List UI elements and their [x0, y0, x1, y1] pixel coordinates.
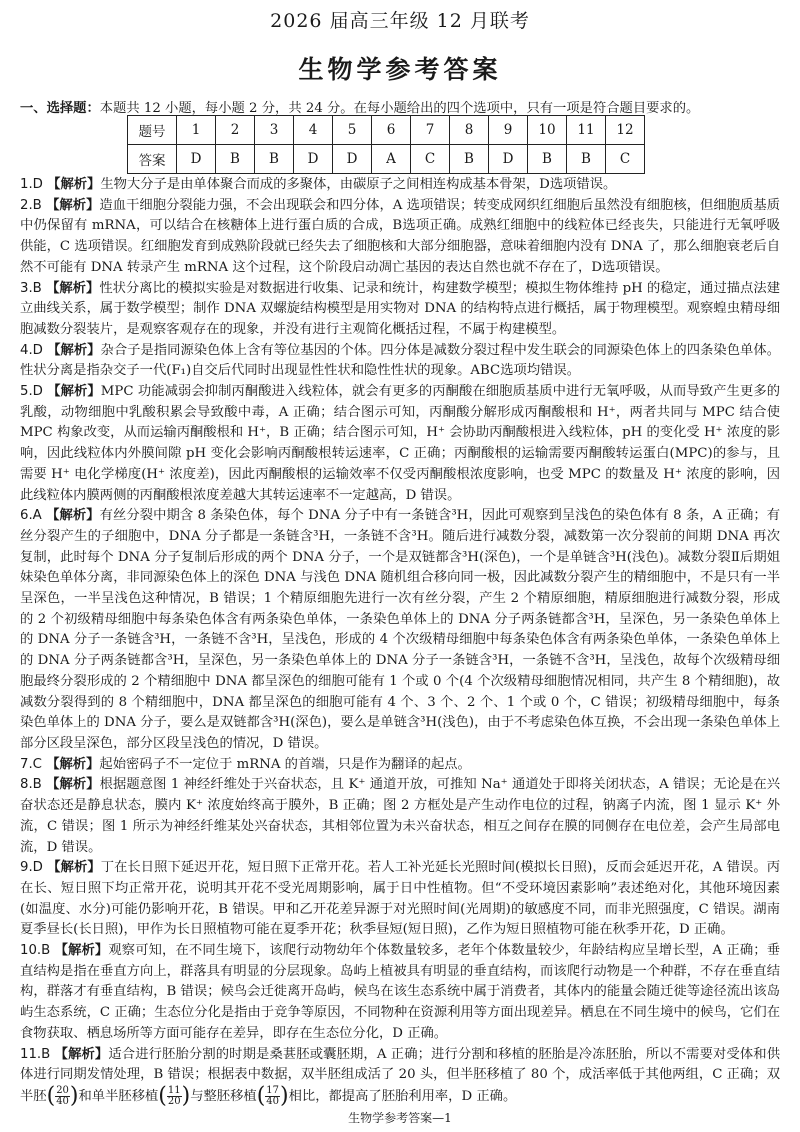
item-text: 造血干细胞分裂能力强，不会出现联会和四分体，A 选项错误；转变成网织红细胞后虽然没有细胞核，但细胞质基质中仍保留有 mRNA，可以结合在核糖体上进行蛋白质的合成，B选项正确。成熟红细胞中的线粒体已经丧失，只能进行无氧呼吸供能，C 选项错误。红细胞发育到成熟阶段就已经失去了细胞核和大部分细胞器，意味着细胞内没有 DNA 了，那么细胞衰老后自然不可能有 DNA 转录产生 mRNA 这个过程，这个阶段启动凋亡基因的表达自然也就不存在了，D选项错误。: [20, 197, 780, 275]
question-number: 1: [177, 116, 216, 145]
explanation-item-1: [20, 175, 780, 196]
item-text: 根据题意图 1 神经纤维处于兴奋状态，且 K⁺ 通道开放，可推知 Na⁺ 通道处于即将关闭状态，A 错误；无论是在兴奋状态还是静息状态，膜内 K⁺ 浓度始终高于膜外，B 正确；图 2 方框处是产生动作电位的过程，钠离子内流，图 1 显示 K⁺ 外流，C 错误；图 1 所示为神经纤维某处兴奋状态，其相邻位置为未兴奋状态，相互之间存在膜的同侧存在电位差，会产生局部电流，D 错误。: [20, 777, 781, 855]
explanation-item-2: [20, 196, 780, 279]
exam-title: 2026 届高三年级 12 月联考: [270, 10, 530, 32]
analysis-tag: 【解析】: [46, 777, 100, 793]
question-number: 12: [606, 116, 645, 145]
question-number: 8: [450, 116, 489, 145]
question-number: 3: [255, 116, 294, 145]
fraction-single-half: [167, 1086, 182, 1107]
analysis-tag: 【解析】: [46, 280, 100, 296]
answer-cell: D: [177, 145, 216, 174]
analysis-tag: 【解析】: [47, 177, 101, 192]
fraction-whole-embryo: [265, 1086, 280, 1107]
explanation-item-8: [20, 775, 780, 858]
analysis-tag: 【解析】: [47, 384, 101, 400]
item-text: 杂合子是指同源染色体上含有等位基因的个体。四分体是减数分裂过程中发生联会的同源染色体上的四条染色单体。性状分离是指杂交子一代(F₁)自交后代同时出现显性性状和隐性性状的现象。ABC选项均错误。: [20, 342, 781, 379]
analysis-tag: 【解析】: [46, 508, 100, 524]
fraction-numerator: 20: [56, 1084, 69, 1096]
analysis-tag: 【解析】: [54, 1046, 109, 1062]
paren-close: ): [181, 1083, 191, 1109]
analysis-tag: 【解析】: [54, 943, 109, 959]
explanation-item-4: [20, 341, 780, 382]
explanation-item-11: [20, 1045, 780, 1108]
item-number: 5.D: [20, 384, 43, 400]
fraction-numerator: 17: [266, 1084, 280, 1096]
question-number: 4: [294, 116, 333, 145]
item-text: 适合进行胚胎分割的时期是桑葚胚或囊胚期，A 正确；进行分割和移植的胚胎是冷冻胚胎，所以不需要对受体和供体进行同期发情处理，B 错误；根据表中数据，双半胚组成活了 20 头，但半胚移植了 80 个，成活率低于其他两组，C 正确；双半胚: [20, 1046, 780, 1104]
fraction-double-half: [55, 1086, 70, 1107]
item-number: 2.B: [20, 197, 42, 213]
answer-cell: B: [567, 145, 606, 174]
item-text: 生物大分子是由单体聚合而成的多聚体，由碳原子之间相连构成基本骨架，D选项错误。: [100, 177, 617, 192]
question-number: 10: [528, 116, 567, 145]
item-text: 与整胚移植: [190, 1088, 257, 1104]
item-number: 7.C: [20, 756, 42, 772]
item-number: 9.D: [20, 860, 43, 876]
explanation-item-3: [20, 279, 780, 341]
page-footer: 生物学参考答案—1: [348, 1111, 452, 1125]
answer-table: [127, 115, 645, 174]
explanation-item-9: [20, 858, 780, 941]
fraction-denominator: 20: [167, 1095, 181, 1107]
fraction-denominator: 40: [266, 1095, 280, 1107]
explanation-item-10: [20, 941, 780, 1045]
item-number: 11.B: [20, 1046, 51, 1062]
analysis-tag: 【解析】: [46, 756, 100, 772]
explanation-list: [20, 175, 780, 1108]
item-number: 6.A: [20, 508, 42, 524]
item-text: 起始密码子不一定位于 mRNA 的首端，只是作为翻译的起点。: [99, 756, 471, 772]
item-number: 1.D: [20, 177, 43, 192]
question-number: 5: [333, 116, 372, 145]
paren-close: ): [280, 1083, 289, 1109]
paren-open: (: [46, 1083, 56, 1109]
question-number: 7: [411, 116, 450, 145]
answer-cell: D: [489, 145, 528, 174]
fraction-denominator: 40: [56, 1095, 69, 1107]
paren-open: (: [158, 1083, 167, 1109]
explanation-item-5: [20, 382, 780, 506]
explanation-item-7: [20, 755, 780, 776]
answer-row: [128, 145, 645, 174]
question-number: 9: [489, 116, 528, 145]
analysis-tag: 【解析】: [46, 197, 100, 213]
item-number: 10.B: [20, 943, 51, 959]
item-text: 和单半胚移植: [78, 1088, 159, 1104]
answer-cell: B: [255, 145, 294, 174]
analysis-tag: 【解析】: [47, 860, 101, 876]
answer-cell: B: [450, 145, 489, 174]
question-number: 6: [372, 116, 411, 145]
fraction-numerator: 11: [167, 1084, 181, 1096]
question-number-row: [128, 116, 645, 145]
question-number: 11: [567, 116, 606, 145]
item-number: 4.D: [20, 342, 43, 358]
answer-cell: A: [372, 145, 411, 174]
section-instructions: 本题共 12 小题，每小题 2 分，共 24 分。在每小题给出的四个选项中，只有一项是符合题目要求的。: [99, 101, 700, 116]
item-text: 丁在长日照下延迟开花，短日照下正常开花。若人工补光延长光照时间(模拟长日照)，反而会延迟开花，A 错误。丙在长、短日照下均正常开花，说明其开花不受光周期影响，属于日中性植物。但“不受环境因素影响”表述绝对化，其他环境因素(如温度、水分)可能仍影响开花，B 错误。甲和乙开花差异源于对光照时间(光周期)的敏感度不同，而非光照强度，C 错误。湖南夏季昼长(长日照)，甲作为长日照植物可能在夏季开花；秋季昼短(短日照)，乙作为短日照植物可能在秋季开花，D 正确。: [20, 860, 780, 938]
paren-open: (: [256, 1083, 266, 1109]
question-number: 2: [216, 116, 255, 145]
explanation-item-6: [20, 506, 780, 754]
item-number: 8.B: [20, 777, 42, 793]
question-header: 题号: [128, 116, 177, 145]
answer-cell: C: [606, 145, 645, 174]
item-text: 有丝分裂中期含 8 条染色体，每个 DNA 分子中有一条链含³H，因此可观察到呈浅色的染色体有 8 条，A 正确；有丝分裂产生的子细胞中，DNA 分子都是一条链含³H，一条链不含³H。随后进行减数分裂，减数第一次分裂前的间期 DNA 再次复制，此时每个 DNA 分子复制后形成的两个 DNA 分子，一个是双链都含³H(深色)，一个是单链含³H(浅色)。减数分裂Ⅱ后期姐妹染色单体分离，非同源染色体上的深色 DNA 与浅色 DNA 随机组合移向同一极，因此减数分裂产生的精细胞中，不是只有一半呈深色，一半呈浅色这种情况，B 错误；1 个精原细胞先进行一次有丝分裂，产生 2 个精原细胞，精原细胞进行减数分裂，形成的 2 个初级精母细胞中每条染色体含有两条染色单体，一条染色单体上的 DNA 分子两条链都含³H，呈深色，另一条染色单体上的 DNA 分子一条链含³H，一条链不含³H，呈浅色，形成的 4 个次级精母细胞中每条染色体含有两条染色单体，一条染色单体上的 DNA 分子两条链都含³H，呈深色，另一条染色单体上的 DNA 分子一条链含³H，一条链不含³H，呈浅色，故每个次级精母细胞最终分裂形成的 2 个精细胞中 DNA 都呈深色的细胞可能有 1 个或 0 个(4 个次级精母细胞情况相同，共产生 8 个精细胞)，故减数分裂得到的 8 个精细胞中，DNA 都呈深色的细胞可能有 4 个、3 个、2 个、1 个或 0 个，C 错误；初级精母细胞中，每条染色单体上的 DNA 分子，要么是双链都含³H(深色)，要么是单链含³H(浅色)，由于不考虑染色体互换，不会出现一条染色单体上部分区段呈深色，部分区段呈浅色的情况，D 错误。: [20, 508, 780, 751]
item-text: 性状分离比的模拟实验是对数据进行收集、记录和统计，构建数学模型；模拟生物体维持 pH 的稳定，通过描点法建立曲线关系，属于数学模型；制作 DNA 双螺旋结构模型是用实物对 DNA 的结构特点进行概括，属于物理模型。观察蝗虫精母细胞减数分裂装片，是观察客观存在的现象，并没有进行主观简化概括过程，不属于构建模型。: [20, 280, 781, 337]
answer-cell: D: [333, 145, 372, 174]
analysis-tag: 【解析】: [47, 342, 101, 358]
document-title: 生物学参考答案: [298, 55, 502, 84]
answer-cell: B: [528, 145, 567, 174]
answer-header: 答案: [128, 145, 177, 174]
section-label: 一、选择题：: [20, 101, 100, 116]
item-text: 观察可知，在不同生境下，该爬行动物幼年个体数量较多，老年个体数量较少，年龄结构应呈增长型，A 正确；垂直结构是指在垂直方向上，群落具有明显的分层现象。岛屿上植被具有明显的垂直结构，而该爬行动物是一个种群，不存在垂直结构，群落才有垂直结构，B 错误；候鸟会迁徙离开岛屿，候鸟在该生态系统中属于消费者，其体内的能量会随迁徙等途径流出该岛屿生态系统，C 正确；生态位分化是指由于竞争等原因，不同物种在资源利用等方面出现差异。栖息在不同生境中的候鸟，它们在食物获取、栖息场所等方面可能存在差异，即存在生态位分化，D 正确。: [20, 943, 780, 1041]
section-heading: [20, 97, 790, 116]
paren-close: ): [69, 1083, 79, 1109]
item-text: 相比，都提高了胚胎利用率，D 正确。: [288, 1088, 517, 1104]
item-text: MPC 功能减弱会抑制丙酮酸进入线粒体，就会有更多的丙酮酸在细胞质基质中进行无氧呼吸，从而导致产生更多的乳酸，动物细胞中乳酸积累会导致酸中毒，A 正确；结合图示可知，丙酮酸分解形成丙酮酸根和 H⁺，两者共同与 MPC 结合使 MPC 构象改变，从而运输丙酮酸根和 H⁺，B 正确；结合图示可知，H⁺ 会协助丙酮酸根进入线粒体，pH 的变化受 H⁺ 浓度的影响，因此线粒体内外膜间隙 pH 变化会影响丙酮酸根转运速率，C 正确；丙酮酸根的运输需要丙酮酸转运蛋白(MPC)的参与，且需要 H⁺ 电化学梯度(H⁺ 浓度差)，因此丙酮酸根的运输效率不仅受丙酮酸根浓度影响，也受 MPC 的数量及 H⁺ 浓度的影响，因此线粒体内膜两侧的丙酮酸根浓度差越大其转运速率不一定越高，D 错误。: [20, 384, 780, 503]
answer-cell: C: [411, 145, 450, 174]
answer-cell: B: [216, 145, 255, 174]
answer-cell: D: [294, 145, 333, 174]
item-number: 3.B: [20, 280, 42, 296]
